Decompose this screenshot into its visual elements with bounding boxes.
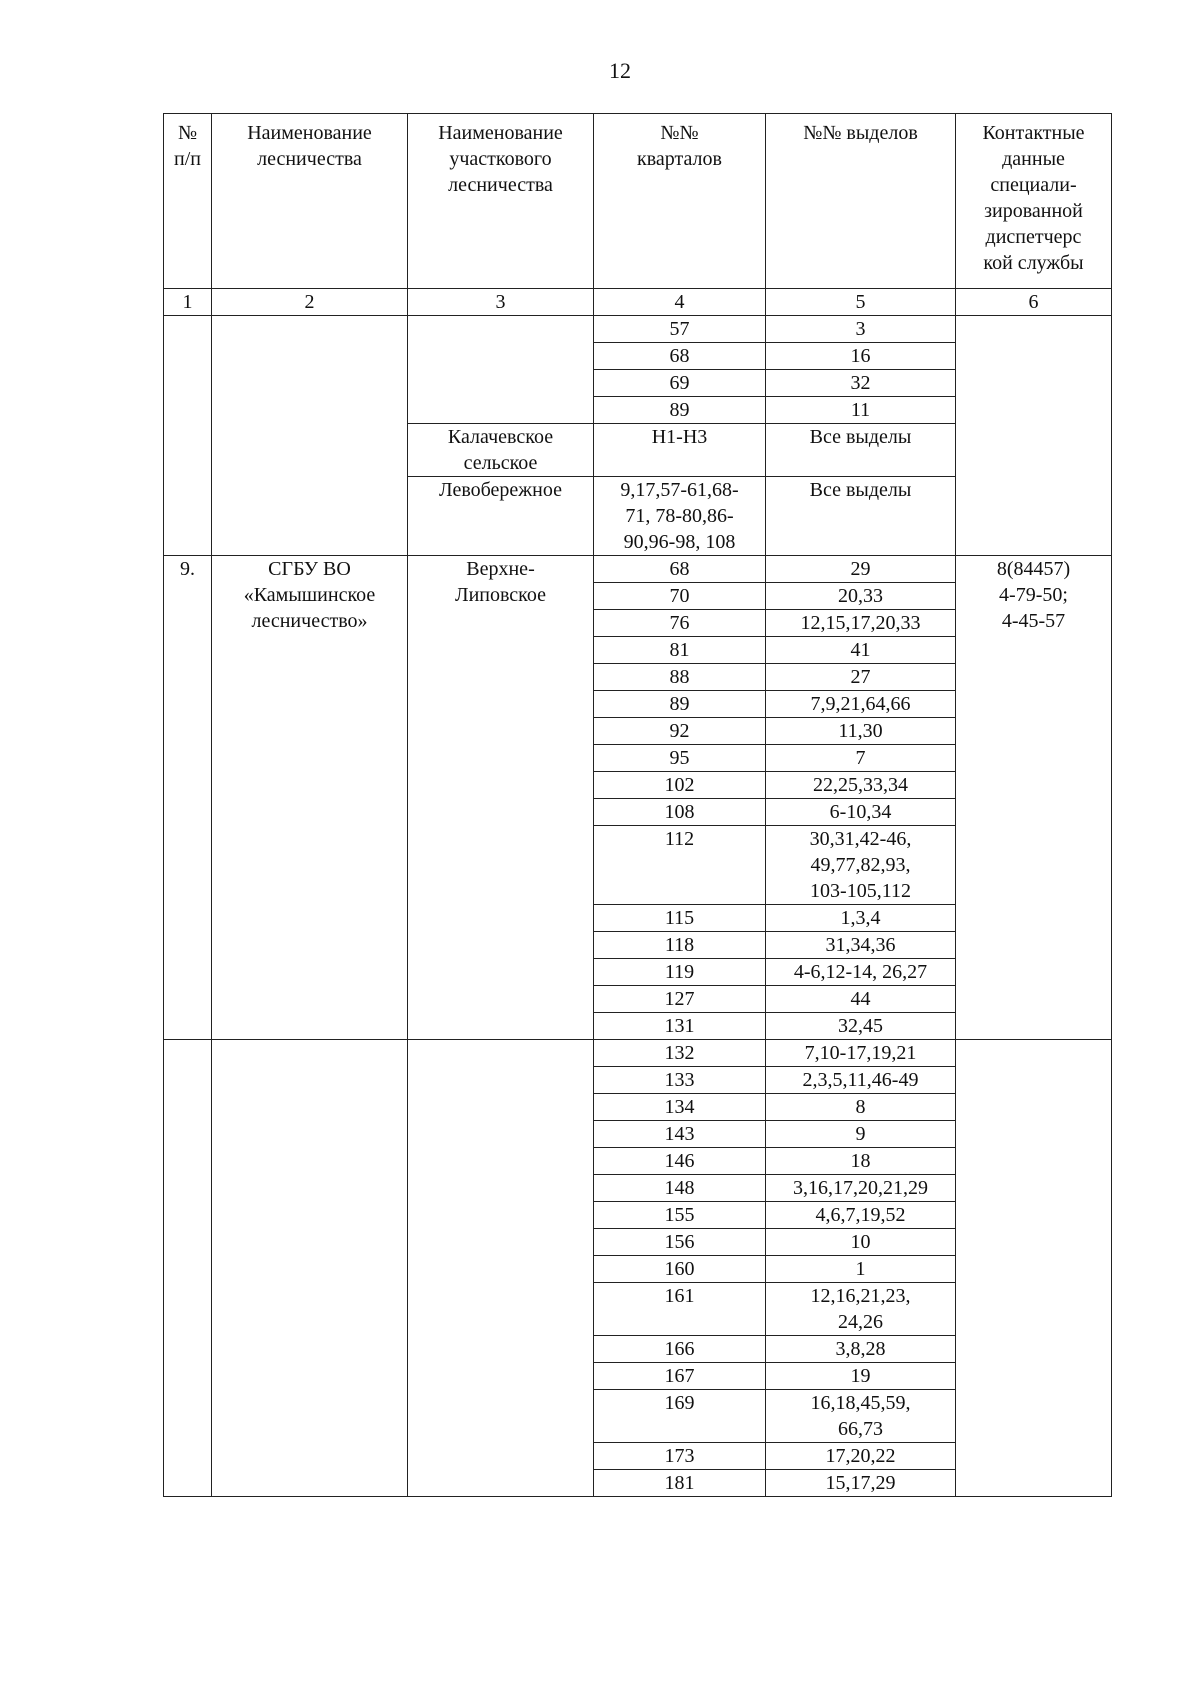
quarter-cell: 88	[594, 664, 766, 691]
contacts-cell: 8(84457) 4-79-50; 4-45-57	[956, 556, 1112, 1040]
quarter-cell: 161	[594, 1283, 766, 1336]
quarter-cell: 155	[594, 1202, 766, 1229]
plots-cell: 3,16,17,20,21,29	[766, 1175, 956, 1202]
quarter-cell: 119	[594, 959, 766, 986]
plots-cell: Все выделы	[766, 477, 956, 556]
plots-cell: 3	[766, 316, 956, 343]
column-number: 2	[212, 289, 408, 316]
quarter-cell: 76	[594, 610, 766, 637]
quarter-cell: 81	[594, 637, 766, 664]
forestry-cell	[212, 316, 408, 556]
quarter-cell: 9,17,57-61,68- 71, 78-80,86- 90,96-98, 108	[594, 477, 766, 556]
quarter-cell: 69	[594, 370, 766, 397]
plots-cell: Все выделы	[766, 424, 956, 477]
plots-cell: 7,10-17,19,21	[766, 1040, 956, 1067]
page-number: 12	[609, 58, 631, 83]
plots-cell: 1,3,4	[766, 905, 956, 932]
number-cell	[164, 1040, 212, 1497]
column-number: 1	[164, 289, 212, 316]
district-cell: Верхне- Липовское	[408, 556, 594, 1040]
quarter-cell: 57	[594, 316, 766, 343]
header-forestry: Наименование лесничества	[212, 114, 408, 289]
quarter-cell: 131	[594, 1013, 766, 1040]
district-cell: Калачевское сельское	[408, 424, 594, 477]
contacts-cell	[956, 1040, 1112, 1497]
column-number: 3	[408, 289, 594, 316]
quarter-cell: 132	[594, 1040, 766, 1067]
header-row	[164, 114, 1112, 289]
table-body	[164, 316, 1112, 1497]
district-cell	[408, 316, 594, 424]
header-number: № п/п	[164, 114, 212, 289]
quarter-cell: 112	[594, 826, 766, 905]
quarter-cell: 156	[594, 1229, 766, 1256]
quarter-cell: 134	[594, 1094, 766, 1121]
quarter-cell: 89	[594, 397, 766, 424]
header-plots: №№ выделов	[766, 114, 956, 289]
table-row	[164, 1040, 1112, 1067]
column-number: 4	[594, 289, 766, 316]
plots-cell: 27	[766, 664, 956, 691]
plots-cell: 6-10,34	[766, 799, 956, 826]
plots-cell: 8	[766, 1094, 956, 1121]
quarter-cell: 118	[594, 932, 766, 959]
plots-cell: 9	[766, 1121, 956, 1148]
quarter-cell: 166	[594, 1336, 766, 1363]
header-district: Наименование участкового лесничества	[408, 114, 594, 289]
plots-cell: 12,15,17,20,33	[766, 610, 956, 637]
table-row	[164, 316, 1112, 343]
quarter-cell: 108	[594, 799, 766, 826]
number-cell: 9.	[164, 556, 212, 1040]
plots-cell: 4,6,7,19,52	[766, 1202, 956, 1229]
quarter-cell: 68	[594, 343, 766, 370]
plots-cell: 12,16,21,23, 24,26	[766, 1283, 956, 1336]
plots-cell: 15,17,29	[766, 1470, 956, 1497]
plots-cell: 41	[766, 637, 956, 664]
plots-cell: 10	[766, 1229, 956, 1256]
header-quarters: №№ кварталов	[594, 114, 766, 289]
plots-cell: 29	[766, 556, 956, 583]
plots-cell: 11	[766, 397, 956, 424]
plots-cell: 19	[766, 1363, 956, 1390]
header-contacts: Контактные данные специали- зированной диспетчерс кой службы	[956, 114, 1112, 289]
plots-cell: 2,3,5,11,46-49	[766, 1067, 956, 1094]
plots-cell: 7,9,21,64,66	[766, 691, 956, 718]
contacts-cell	[956, 316, 1112, 556]
quarter-cell: 133	[594, 1067, 766, 1094]
plots-cell: 32	[766, 370, 956, 397]
quarter-cell: 89	[594, 691, 766, 718]
quarter-cell: 127	[594, 986, 766, 1013]
forestry-cell: СГБУ ВО «Камышинское лесничество»	[212, 556, 408, 1040]
plots-cell: 18	[766, 1148, 956, 1175]
quarter-cell: 146	[594, 1148, 766, 1175]
column-number-row	[164, 289, 1112, 316]
column-number: 5	[766, 289, 956, 316]
quarter-cell: 160	[594, 1256, 766, 1283]
plots-cell: 11,30	[766, 718, 956, 745]
quarter-cell: 92	[594, 718, 766, 745]
quarter-cell: 173	[594, 1443, 766, 1470]
plots-cell: 32,45	[766, 1013, 956, 1040]
plots-cell: 44	[766, 986, 956, 1013]
plots-cell: 17,20,22	[766, 1443, 956, 1470]
quarter-cell: 70	[594, 583, 766, 610]
quarter-cell: 169	[594, 1390, 766, 1443]
plots-cell: 16	[766, 343, 956, 370]
number-cell	[164, 316, 212, 556]
column-number: 6	[956, 289, 1112, 316]
forestry-cell	[212, 1040, 408, 1497]
plots-cell: 22,25,33,34	[766, 772, 956, 799]
quarter-cell: 115	[594, 905, 766, 932]
quarter-cell: 148	[594, 1175, 766, 1202]
quarter-cell: 167	[594, 1363, 766, 1390]
table-row	[164, 556, 1112, 583]
plots-cell: 7	[766, 745, 956, 772]
district-cell	[408, 1040, 594, 1497]
quarter-cell: 102	[594, 772, 766, 799]
plots-cell: 4-6,12-14, 26,27	[766, 959, 956, 986]
forestry-table	[163, 113, 1112, 1497]
plots-cell: 30,31,42-46, 49,77,82,93, 103-105,112	[766, 826, 956, 905]
quarter-cell: 68	[594, 556, 766, 583]
plots-cell: 16,18,45,59, 66,73	[766, 1390, 956, 1443]
plots-cell: 3,8,28	[766, 1336, 956, 1363]
district-cell: Левобережное	[408, 477, 594, 556]
quarter-cell: 95	[594, 745, 766, 772]
quarter-cell: 143	[594, 1121, 766, 1148]
quarter-cell: Н1-Н3	[594, 424, 766, 477]
plots-cell: 31,34,36	[766, 932, 956, 959]
plots-cell: 1	[766, 1256, 956, 1283]
plots-cell: 20,33	[766, 583, 956, 610]
quarter-cell: 181	[594, 1470, 766, 1497]
